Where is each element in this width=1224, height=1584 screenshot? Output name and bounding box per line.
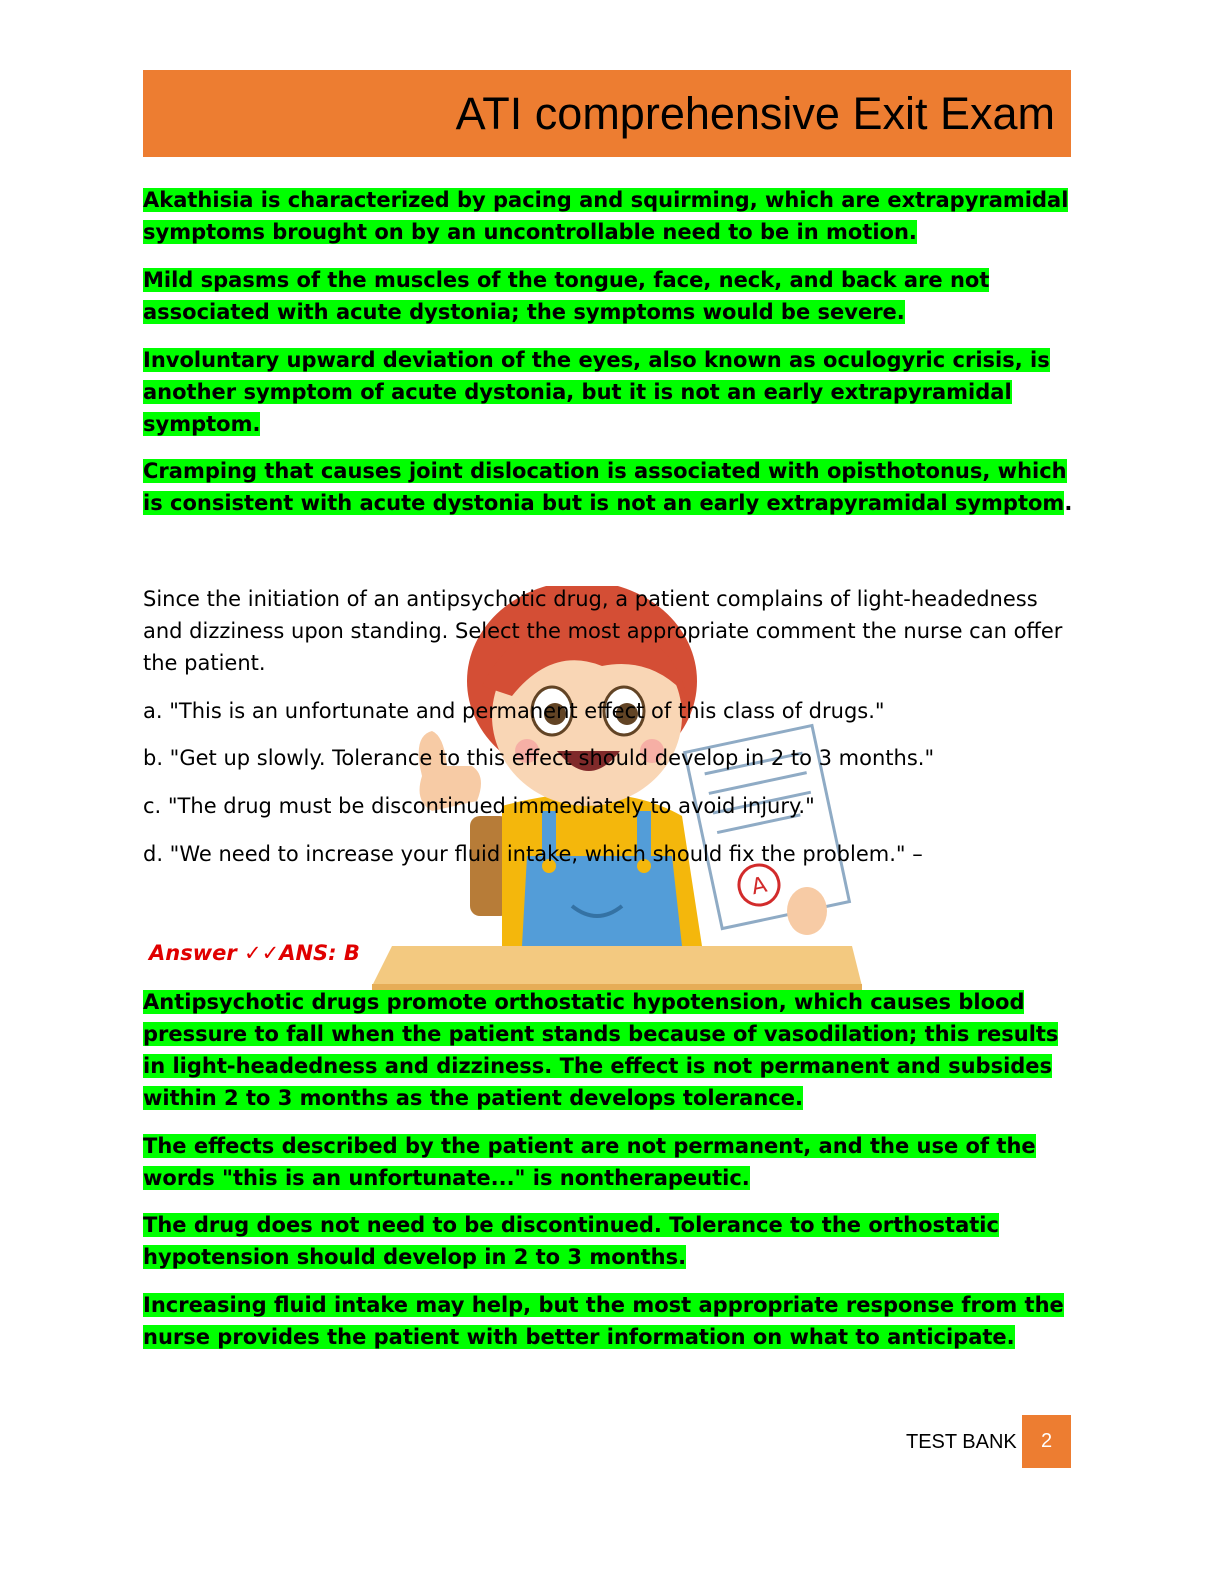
grade-mark: A xyxy=(749,872,770,901)
rationale-akathisia: Akathisia is characterized by pacing and squirming, which are extrapyramidal symptoms brought on by an uncontrollable need to be in motion. xyxy=(143,188,1069,244)
rationale-oculogyric-crisis: Involuntary upward deviation of the eyes, also known as oculogyric crisis, is another symptom of acute dystonia, but it is not an early extrapyramidal symptom. xyxy=(143,348,1050,436)
rationale-orthostatic-hypotension: Antipsychotic drugs promote orthostatic hypotension, which causes blood pressure to fall when the patient stands because of vasodilation; this results in light-headedness and dizziness. The effect is not permanent and subsides within 2 to 3 months as the patient develops tolerance. xyxy=(143,990,1059,1110)
option-d: d. "We need to increase your fluid intake, which should fix the problem." – xyxy=(143,842,923,866)
answer-label: Answer ✓✓ANS: B xyxy=(149,941,360,965)
rationale-not-permanent: The effects described by the patient are not permanent, and the use of the words "this is an unfortunate..." is nontherapeutic. xyxy=(143,1134,1036,1190)
footer-label: TEST BANK xyxy=(906,1431,1017,1453)
header-banner xyxy=(143,70,1071,157)
option-a: a. "This is an unfortunate and permanent effect of this class of drugs." xyxy=(143,699,885,723)
question-stem: Since the initiation of an antipsychotic drug, a patient complains of light-headedness and dizziness upon standing. Select the most appropriate comment the nurse can offer the patient. xyxy=(143,587,1063,675)
page-number: 2 xyxy=(1022,1415,1071,1468)
rationale-mild-spasms: Mild spasms of the muscles of the tongue, face, neck, and back are not associated with acute dystonia; the symptoms would be severe. xyxy=(143,268,990,324)
page-title: ATI comprehensive Exit Exam xyxy=(455,88,1055,139)
option-c: c. "The drug must be discontinued immediately to avoid injury." xyxy=(143,794,815,818)
option-b: b. "Get up slowly. Tolerance to this effect should develop in 2 to 3 months." xyxy=(143,746,935,770)
rationale-cramping: Cramping that causes joint dislocation is associated with opisthotonus, which is consistent with acute dystonia but is not an early extrapyramidal symptom. xyxy=(143,459,1073,515)
rationale-not-discontinued: The drug does not need to be discontinued. Tolerance to the orthostatic hypotension should develop in 2 to 3 months. xyxy=(143,1213,999,1269)
rationale-fluid-intake: Increasing fluid intake may help, but the most appropriate response from the nurse provides the patient with better information on what to anticipate. xyxy=(143,1293,1064,1349)
